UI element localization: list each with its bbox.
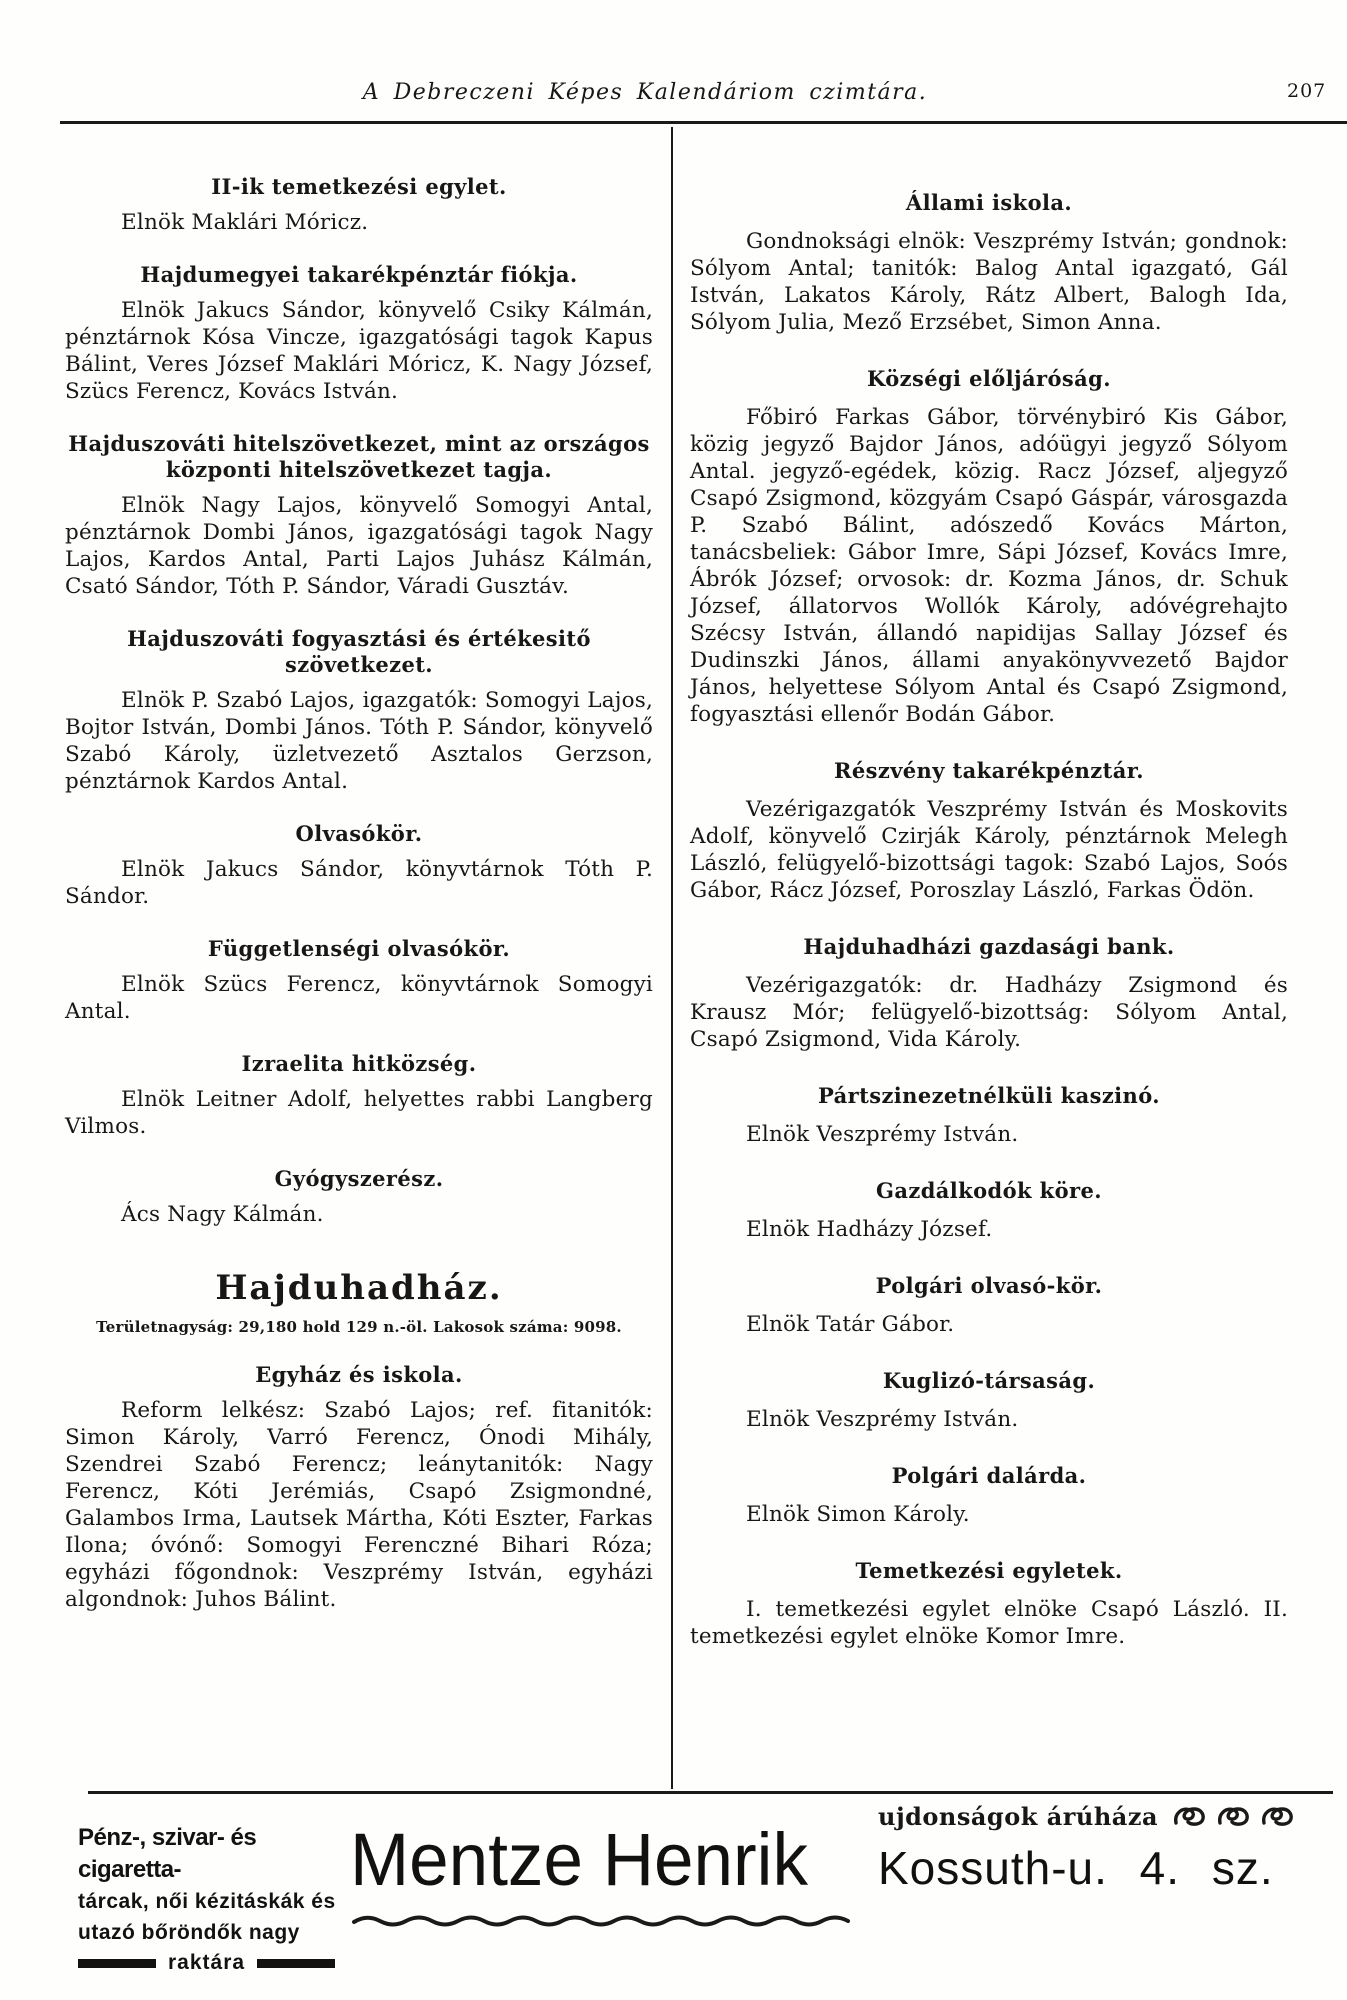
decorative-bar <box>257 1959 335 1968</box>
ad-brand-name: Mentze Henrik <box>350 1818 808 1901</box>
section-gazdasagi-bank <box>690 934 1288 1053</box>
section-hitelszovetkezet <box>65 431 653 600</box>
left-column <box>65 160 653 1613</box>
section-heading: Egyház és iskola. <box>255 1362 463 1387</box>
town-title: Hajduhadház. <box>215 1268 503 1308</box>
section-paragraph: Elnök Hadházy József. <box>746 1217 993 1242</box>
section-paragraph: Elnök Maklári Móricz. <box>121 210 369 235</box>
section-paragraph: Gondnoksági elnök: Veszprémy István; gondnok: Sólyom Antal; tanitók: Balog Antal igazgató, Gál István, Lakatos Károly, Rátz Albert, Balogh Ida, Sólyom Julia, Mező Erzsébet, Simon Anna. <box>690 229 1288 335</box>
decorative-bar <box>78 1959 156 1968</box>
section-fuggetlensegi-olvasokor <box>65 936 653 1025</box>
section-gazdalkodok-kore <box>690 1178 1288 1243</box>
ad-left-line-4: raktára <box>168 1951 246 1974</box>
section-heading: Polgári dalárda. <box>891 1463 1087 1488</box>
section-heading: Gyógyszerész. <box>274 1166 444 1191</box>
fleuron-ornament-icon <box>1172 1804 1300 1830</box>
section-heading: Kuglizó-társaság. <box>882 1368 1096 1393</box>
section-paragraph: Reform lelkész: Szabó Lajos; ref. fitanitók: Simon Károly, Varró Ferencz, Ónodi Mihály, Szendrei Szabó Ferencz; leánytanitók: Nagy Ferencz, Kóti Jerémiás, Csapó Zsigmondné, Galambos Irma, Lautsek Mártha, Kóti Eszter, Farkas Ilona; óvónő: Somogyi Ferenczné Bihari Róza; egyházi főgondnok: Veszprémy István, egyházi algondnok: Juhos Bálint. <box>65 1398 653 1612</box>
section-heading: Hajdumegyei takarékpénztár fiókja. <box>140 262 578 287</box>
section-izraelita-hitkozseg <box>65 1051 653 1140</box>
section-egyhaz-es-iskola <box>65 1362 653 1613</box>
section-heading: Állami iskola. <box>905 190 1073 215</box>
section-heading: Részvény takarékpénztár. <box>834 758 1144 783</box>
section-takarekpenztar-fiokja <box>65 262 653 405</box>
section-paragraph: Ács Nagy Kálmán. <box>121 1202 324 1227</box>
section-paragraph: Elnök Szücs Ferencz, könyvtárnok Somogyi Antal. <box>65 972 653 1024</box>
section-heading: Hajduszováti hitelszövetkezet, mint az országos központi hitelszövetkezet tagja. <box>68 431 650 482</box>
section-paragraph: Elnök Jakucs Sándor, könyvtárnok Tóth P. Sándor. <box>65 857 653 909</box>
section-kuglizo-tarsasag <box>690 1368 1288 1433</box>
town-stats: Területnagyság: 29,180 hold 129 n.-öl. Lakosok száma: 9098. <box>96 1318 622 1336</box>
right-column <box>690 160 1288 1650</box>
section-heading: Községi előljáróság. <box>867 366 1111 391</box>
section-kozsegi-eloljarosag <box>690 366 1288 728</box>
section-heading: Hajduhadházi gazdasági bank. <box>803 934 1175 959</box>
section-kaszino <box>690 1083 1288 1148</box>
section-temetkezesi-egyletek <box>690 1558 1288 1650</box>
section-paragraph: I. temetkezési egylet elnöke Csapó László. II. temetkezési egylet elnöke Komor Imre. <box>690 1597 1288 1649</box>
header-rule <box>60 121 1347 124</box>
ad-left-copy <box>78 1822 364 1975</box>
ad-left-line-2: tárcak, női kézitáskák és <box>78 1890 336 1913</box>
section-heading: Temetkezési egyletek. <box>855 1558 1123 1583</box>
running-title: A Debreczeni Képes Kalendáriom czimtára. <box>362 80 928 105</box>
section-paragraph: Elnök Leitner Adolf, helyettes rabbi Langberg Vilmos. <box>65 1087 653 1139</box>
section-paragraph: Főbiró Farkas Gábor, törvénybiró Kis Gábor, közig jegyző Bajdor János, adóügyi jegyző Sólyom Antal. jegyző-egédek, közig. Racz József, aljegyző Csapó Zsigmond, közgyám Csapó Gáspár, városgazda P. Szabó Bálint, adószedő Kovács Márton, tanácsbeliek: Gábor Imre, Sápi József, Kovács Imre, Ábrók József; orvosok: dr. Kozma János, dr. Schuk József, állatorvos Wollók Károly, adóvégrehajto Szécsy István, állandó napidijas Sallay József és Dudinszki János, állami anyakönyvvezető Bajdor János, helyettese Sólyom Antal és Csapó Zsigmond, fogyasztási ellenőr Bodán Gábor. <box>690 405 1288 727</box>
section-paragraph: Elnök Simon Károly. <box>746 1502 970 1527</box>
ad-left-line-3: utazó bőröndők nagy <box>78 1921 300 1944</box>
section-heading: Függetlenségi olvasókör. <box>207 936 511 961</box>
section-paragraph: Vezérigazgatók Veszprémy István és Moskovits Adolf, könyvelő Czirják Károly, pénztárnok Melegh László, felügyelő-bizottsági tagok: Szabó Lajos, Soós Gábor, Rácz József, Poroszlay László, Farkas Ödön. <box>690 797 1288 903</box>
section-reszveny-takarekpenztar <box>690 758 1288 904</box>
section-olvasokor <box>65 821 653 910</box>
ad-address: Kossuth-u. 4. sz. <box>878 1842 1274 1894</box>
brand-underline-squiggle <box>352 1912 857 1930</box>
section-heading: II-ik temetkezési egylet. <box>211 174 507 199</box>
section-heading: Pártszinezetnélküli kaszinó. <box>818 1083 1160 1108</box>
section-paragraph: Elnök Tatár Gábor. <box>746 1312 955 1337</box>
column-divider <box>671 127 673 1789</box>
page-number: 207 <box>1287 80 1327 102</box>
section-heading: Hajduszováti fogyasztási és értékesitő szövetkezet. <box>127 626 591 677</box>
section-gyogyszeresz <box>65 1166 653 1228</box>
section-heading: Izraelita hitközség. <box>241 1051 477 1076</box>
section-paragraph: Elnök Nagy Lajos, könyvelő Somogyi Antal, pénztárnok Dombi János, igazgatósági tagok Nagy Lajos, Kardos Antal, Parti Lajos Juhász Kálmán, Csató Sándor, Tóth P. Sándor, Váradi Gusztáv. <box>65 493 653 599</box>
section-heading: Olvasókör. <box>295 821 423 846</box>
section-fogyasztasi-szovetkezet <box>65 626 653 795</box>
section-allami-iskola <box>690 190 1288 336</box>
section-polgari-olvaso-kor <box>690 1273 1288 1338</box>
section-paragraph: Elnök Jakucs Sándor, könyvelő Csiky Kálmán, pénztárnok Kósa Vincze, igazgatósági tagok Kapus Bálint, Veres József Maklári Móricz, K. Nagy József, Szücs Ferencz, Kovács István. <box>65 298 653 404</box>
ad-right-copy <box>878 1802 1308 1895</box>
ad-tagline: ujdonságok árúháza <box>878 1802 1159 1831</box>
section-paragraph: Vezérigazgatók: dr. Hadházy Zsigmond és Krausz Mór; felügyelő-bizottság: Sólyom Antal, Csapó Zsigmond, Vida Károly. <box>690 973 1288 1052</box>
section-temetkezesi-egylet-2 <box>65 174 653 236</box>
section-heading: Gazdálkodók köre. <box>876 1178 1102 1203</box>
section-paragraph: Elnök P. Szabó Lajos, igazgatók: Somogyi Lajos, Bojtor István, Dombi János. Tóth P. Sándor, könyvelő Szabó Károly, üzletvezető Asztalos Gerzson, pénztárnok Kardos Antal. <box>65 688 653 794</box>
ad-left-line-1: Pénz-, szivar- és cigaretta- <box>78 1824 257 1883</box>
footer-rule <box>88 1791 1333 1794</box>
section-heading: Polgári olvasó-kör. <box>875 1273 1103 1298</box>
section-paragraph: Elnök Veszprémy István. <box>746 1122 1019 1147</box>
section-polgari-dalarda <box>690 1463 1288 1528</box>
section-paragraph: Elnök Veszprémy István. <box>746 1407 1019 1432</box>
